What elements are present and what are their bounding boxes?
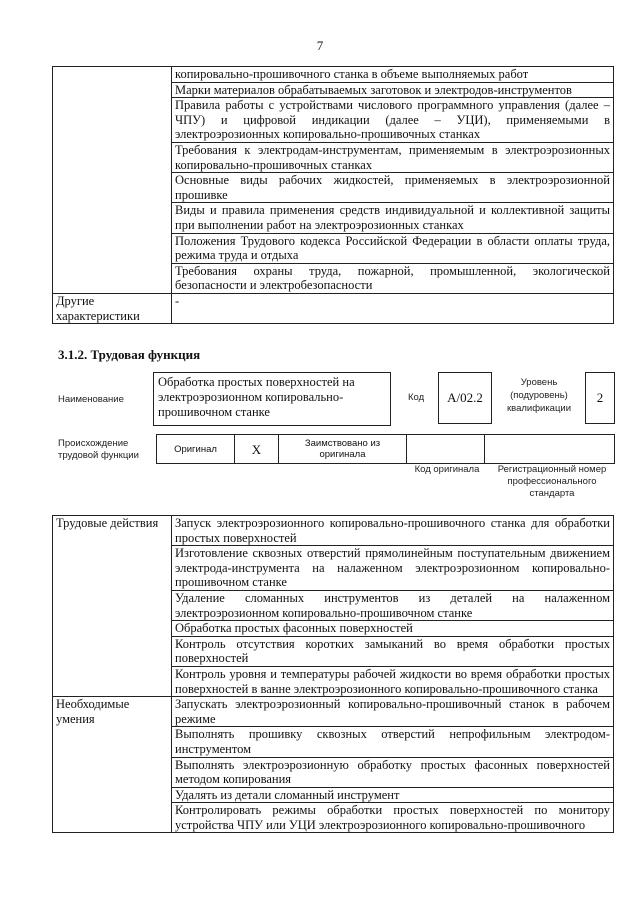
skill-item: Запускать электроэрозионный копировально-прошивочный станок в рабочем режиме [172,697,614,727]
section-title: 3.1.2. Трудовая функция [58,347,201,362]
origin-label: Происхождение трудовой функции [58,438,139,461]
row-value-cell: Марки материалов обрабатываемых заготовок и электродов-инструментов [172,82,614,98]
row-value-cell: Положения Трудового кодекса Российской Федерации в области оплаты труда, режима труда и отдыха [172,233,614,263]
labor-action-item: Обработка простых фасонных поверхностей [172,621,614,637]
skill-item: Выполнять прошивку сквозных отверстий непрофильным электродом-инструментом [172,727,614,757]
row-value-cell: - [172,293,614,323]
table-row [53,293,614,323]
row-value-cell: Виды и правила применения средств индивидуальной и коллективной защиты при выполнении работ на электроэрозионных станках [172,203,614,233]
table-row [53,516,614,546]
origin-original-cell: Оригинал [157,435,235,464]
row-value-cell: Требования к электродам-инструментам, применяемым в электроэрозионных копировально-прошивочных станках [172,142,614,172]
labor-action-item: Контроль уровня и температуры рабочей жидкости во время обработки простых поверхностей в ванне электроэрозионного копировально-прошивочного станка [172,666,614,696]
code-original-caption: Код оригинала [414,464,480,475]
function-code-box: A/02.2 [438,372,492,424]
labor-action-item: Контроль отсутствия коротких замыканий во время обработки простых поверхностей [172,636,614,666]
page-number: 7 [316,38,324,53]
labor-action-label: Трудовые действия [53,516,172,697]
row-value-cell: Требования охраны труда, пожарной, промышленной, экологической безопасности и электробезопасности [172,263,614,293]
skill-item: Удалять из детали сломанный инструмент [172,787,614,803]
name-label: Наименование [58,394,124,405]
reg-number-caption: Регистрационный номер профессионального стандарта [497,464,607,499]
table-row [53,697,614,727]
origin-table [156,434,615,464]
row-value-cell: Основные виды рабочих жидкостей, применяемых в электроэрозионной прошивке [172,173,614,203]
origin-mark-cell: X [235,435,279,464]
level-box: 2 [585,372,615,424]
origin-reg-cell [485,435,615,464]
labor-function-table [52,515,614,833]
origin-borrowed-cell: Заимствовано из оригинала [279,435,407,464]
row-label-cell [53,67,172,294]
knowledge-table [52,66,614,324]
table-row [53,67,614,83]
skill-label: Необходимые умения [53,697,172,833]
origin-code-cell [407,435,485,464]
labor-action-item: Изготовление сквозных отверстий прямолинейным поступательным движением электрода-инструмента на налаженном электроэрозионном копировально-прошивочном станке [172,546,614,591]
skill-item: Контролировать режимы обработки простых поверхностей по монитору устройства ЧПУ или УЦИ электроэрозионного копировально-прошивочного [172,803,614,833]
labor-action-item: Удаление сломанных инструментов из деталей на налаженном электроэрозионном копировально-прошивочном станке [172,590,614,620]
row-value-cell: копировально-прошивочного станка в объеме выполняемых работ [172,67,614,83]
code-label: Код [408,392,425,403]
level-label: Уровень (подуровень) квалификации [506,377,572,414]
labor-action-item: Запуск электроэрозионного копировально-прошивочного станка для обработки простых поверхностей [172,516,614,546]
function-name-box: Обработка простых поверхностей на электроэрозионном копировально-прошивочном станке [153,372,391,426]
skill-item: Выполнять электроэрозионную обработку простых фасонных поверхностей методом копирования [172,757,614,787]
row-value-cell: Правила работы с устройствами числового программного управления (далее – ЧПУ) и цифровой индикации (далее – УЦИ), применяемыми в электроэрозионных копировально-прошивочных станках [172,98,614,143]
row-label-cell: Другие характеристики [53,293,172,323]
